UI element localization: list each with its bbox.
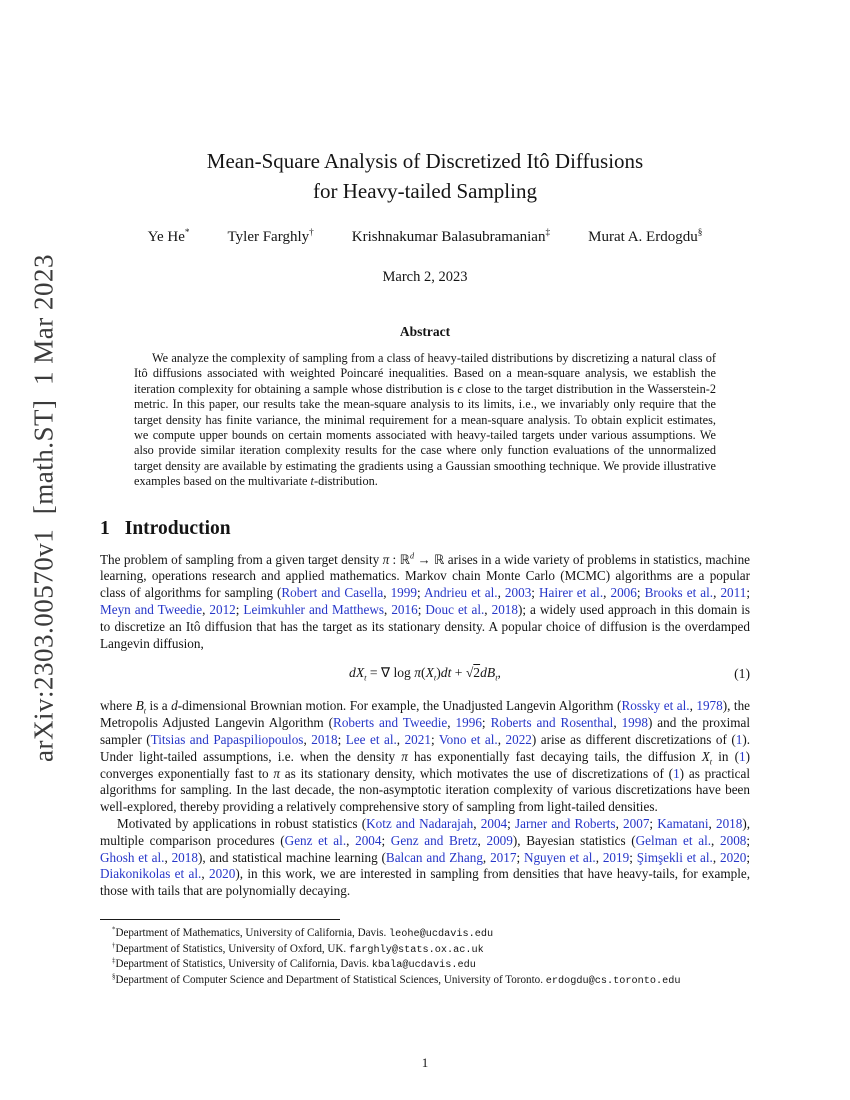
text-segment: We analyze the complexity of sampling from a class of heavy-tailed distributions by discretizing a natural class of Itô diffusions associated with weighted Poincaré inequalities. Based on a mean-square analysis, we establish the iteration complexity for obtaining a sample whose distribution is: [134, 351, 716, 396]
text-segment: §: [112, 973, 116, 981]
text-segment: -dimensional Brownian motion. For example, the Unadjusted Langevin Algorithm (: [177, 698, 622, 714]
author-3: [352, 229, 550, 246]
text-segment: -distribution.: [313, 474, 378, 489]
text-segment: π: [273, 765, 281, 781]
citation-link[interactable]: Rossky et al.: [621, 698, 690, 714]
text-segment: ;: [516, 849, 524, 865]
footnote-2: [100, 942, 750, 958]
citation-link[interactable]: 1978: [696, 698, 723, 714]
text-segment: ) as practical algorithms for sampling. In the last decade, the non-asymptotic iteration complexity of various discretizations have been well-explored, thereby providing a relatively comprehensive story of sampling from light-tailed densities.: [100, 765, 750, 815]
paper-content: [100, 0, 750, 900]
citation-link[interactable]: Roberts and Rosenthal: [490, 715, 614, 731]
citation-link[interactable]: Leimkuhler and Matthews: [243, 602, 385, 618]
text-segment: †: [112, 941, 116, 949]
body-paragraph-3: [100, 816, 750, 900]
text-segment: ), and statistical machine learning (: [197, 849, 386, 865]
text-segment: erdogdu@cs.toronto.edu: [545, 974, 681, 987]
footnote-1: [100, 926, 750, 942]
text-segment: Department of Statistics, University of Oxford, UK.: [115, 942, 349, 955]
text-segment: *: [112, 926, 116, 934]
text-segment: ,: [712, 849, 720, 865]
text-segment: ,: [711, 832, 720, 848]
text-segment: ;: [381, 832, 391, 848]
text-segment: ‡: [112, 957, 116, 965]
body-paragraph-1: [100, 552, 750, 653]
text-segment: ,: [473, 816, 481, 832]
citation-link[interactable]: 1: [673, 765, 680, 781]
text-segment: √: [465, 665, 474, 681]
equation-1: [100, 665, 750, 685]
text-segment: ) converges exponentially fast to: [100, 748, 750, 781]
footnote-3: [100, 957, 750, 973]
citation-link[interactable]: 2020: [208, 866, 236, 882]
text-segment: ;: [629, 849, 637, 865]
citation-link[interactable]: Diakonikolas et al.: [100, 866, 202, 882]
footnote-rule: [100, 919, 340, 920]
text-segment: d: [410, 551, 415, 561]
paper-date: March 2, 2023: [382, 269, 468, 285]
text-segment: ,: [497, 585, 505, 601]
citation-link[interactable]: Brooks et al.: [644, 585, 714, 601]
citation-link[interactable]: 2019: [602, 849, 630, 865]
text-segment: ): [436, 665, 441, 681]
text-segment: ), in this work, we are interested in sampling from densities that have heavy-tails, for example, those with tails that are polynomially decaying.: [100, 866, 751, 899]
section-number: 1: [100, 517, 110, 539]
text-segment: → ℝ arises in a wide variety of problems in statistics, machine learning, operations research and applied mathematics. Markov chain Monte Carlo (MCMC) algorithms are a popular class of algorithms for sampling (: [100, 551, 751, 601]
text-segment: ;: [416, 585, 424, 601]
text-segment: ). Under light-tailed assumptions, i.e. when the density: [100, 732, 751, 764]
text-segment: ,: [595, 849, 603, 865]
author-name: Murat A. Erdogdu: [588, 229, 698, 245]
text-segment: d: [171, 698, 178, 714]
text-segment: ,: [303, 732, 312, 748]
equation-number: (1): [734, 666, 750, 682]
text-segment: where: [100, 698, 136, 714]
text-segment: ) and the proximal sampler (: [100, 715, 751, 748]
author-footnote-marker: ‡: [545, 228, 551, 238]
text-segment: X: [701, 748, 710, 764]
footnote-block: [100, 919, 750, 988]
text-segment: ;: [417, 602, 426, 618]
text-segment: X: [425, 665, 434, 681]
text-segment: dB: [480, 665, 496, 681]
text-segment: t: [709, 757, 713, 767]
text-segment: leohe@ucdavis.edu: [389, 928, 494, 940]
text-segment: Motivated by applications in robust statistics (: [117, 816, 367, 832]
citation-link[interactable]: Titsias and Papaspiliopoulos: [150, 732, 304, 748]
citation-link[interactable]: 2007: [623, 816, 650, 832]
text-segment: ;: [507, 816, 515, 832]
citation-link[interactable]: 2021: [404, 732, 431, 748]
citation-link[interactable]: 1996: [455, 715, 482, 731]
text-segment: ;: [430, 732, 439, 748]
citation-link[interactable]: Vono et al.: [438, 732, 498, 748]
text-segment: 2: [473, 665, 481, 681]
text-segment: ), multiple comparison procedures (: [100, 816, 751, 848]
citation-link[interactable]: Meyn and Tweedie: [100, 602, 203, 618]
paper-title: [100, 146, 750, 206]
text-segment: kbala@ucdavis.edu: [371, 959, 476, 972]
text-segment: ;: [746, 585, 750, 601]
text-segment: ), Bayesian statistics (: [512, 832, 636, 848]
text-segment: ;: [235, 602, 244, 618]
text-segment: The problem of sampling from a given target density: [100, 551, 383, 567]
page-number: 1: [421, 1055, 429, 1070]
text-segment: t: [143, 707, 147, 717]
citation-link[interactable]: 1998: [621, 715, 648, 731]
text-segment: ,: [497, 732, 506, 748]
text-segment: : ℝ: [389, 551, 411, 567]
text-segment: ,: [164, 849, 172, 865]
text-segment: ) arise as different discretizations of (: [531, 732, 736, 748]
text-segment: is a: [146, 698, 172, 714]
citation-link[interactable]: 2004: [480, 816, 508, 832]
citation-link[interactable]: 2009: [486, 832, 513, 848]
text-segment: ,: [383, 585, 391, 601]
citation-link[interactable]: Gelman et al.: [635, 832, 712, 848]
text-segment: ,: [396, 732, 405, 748]
footnote-4: [100, 973, 750, 989]
citation-link[interactable]: Kotz and Nadarajah: [366, 816, 474, 832]
text-segment: ,: [201, 866, 209, 882]
citation-link[interactable]: 2016: [391, 602, 418, 618]
citation-link[interactable]: 2008: [720, 832, 747, 848]
text-segment: ;: [746, 832, 751, 848]
text-segment: ); a widely used approach in this domain is to discretize an Itô diffusion that has the target as its stationary density. A popular choice of diffusion is the overdamped Langevin diffusion,: [100, 602, 751, 651]
text-segment: Department of Mathematics, University of California, Davis.: [115, 927, 390, 939]
text-segment: t: [310, 474, 314, 489]
citation-link[interactable]: 2018: [715, 816, 743, 832]
citation-link[interactable]: 2011: [720, 585, 747, 601]
abstract-heading: Abstract: [399, 324, 451, 339]
text-segment: ,: [477, 832, 487, 848]
text-segment: t: [433, 673, 437, 684]
citation-link[interactable]: Balcan and Zhang: [385, 849, 483, 865]
citation-link[interactable]: Nguyen et al.: [523, 849, 596, 865]
body-paragraph-2: [100, 698, 750, 816]
citation-link[interactable]: 2018: [311, 732, 338, 748]
text-segment: π: [414, 665, 422, 681]
citation-link[interactable]: Şimşekli et al.: [636, 849, 713, 865]
citation-link[interactable]: Jarner and Roberts: [514, 816, 616, 832]
citation-link[interactable]: 1: [735, 732, 743, 748]
citation-link[interactable]: Robert and Casella: [281, 585, 384, 601]
text-segment: ,: [484, 602, 492, 618]
citation-link[interactable]: 2018: [491, 602, 518, 618]
text-segment: has exponentially fast decaying tails, the diffusion: [407, 748, 702, 764]
text-segment: ,: [613, 715, 622, 731]
text-segment: ,: [689, 698, 697, 714]
text-segment: ,: [615, 816, 624, 832]
text-segment: ϵ: [457, 381, 463, 396]
text-segment: Department of Statistics, University of California, Davis.: [115, 958, 372, 971]
citation-link[interactable]: 2003: [504, 585, 532, 601]
citation-link[interactable]: 2012: [209, 602, 236, 618]
text-segment: B: [135, 698, 144, 714]
text-segment: = ∇ log: [366, 665, 415, 681]
paper-title-line1: Mean-Square Analysis of Discretized Itô Diffusions: [206, 149, 644, 173]
section-title: Introduction: [124, 517, 231, 539]
text-segment: ;: [531, 585, 540, 601]
text-segment: in (: [712, 748, 739, 764]
abstract-text: [134, 351, 716, 490]
citation-link[interactable]: Kamatani: [657, 816, 709, 832]
text-segment: ,: [384, 602, 392, 618]
text-segment: ;: [481, 715, 491, 731]
author-footnote-marker: †: [309, 228, 314, 238]
citation-link[interactable]: 2018: [171, 849, 198, 865]
text-segment: ), the Metropolis Adjusted Langevin Algorithm (: [100, 698, 751, 731]
text-segment: (: [421, 665, 426, 681]
text-segment: ;: [649, 816, 658, 832]
author-name: Tyler Farghly: [227, 229, 310, 245]
text-segment: ;: [746, 849, 751, 865]
text-segment: +: [451, 665, 466, 681]
text-segment: ,: [708, 816, 716, 832]
text-segment: t: [495, 673, 498, 684]
text-segment: ,: [603, 585, 611, 601]
author-footnote-marker: §: [697, 228, 703, 238]
citation-link[interactable]: 2006: [610, 585, 637, 601]
arxiv-sidebar-label: arXiv:2303.00570v1 [math.ST] 1 Mar 2023: [28, 254, 59, 762]
citation-link[interactable]: 2017: [490, 849, 517, 865]
author-name: Krishnakumar Balasubramanian: [351, 229, 546, 245]
text-segment: t: [364, 673, 367, 684]
text-segment: π: [401, 748, 408, 764]
text-segment: ,: [447, 715, 456, 731]
text-segment: ,: [346, 832, 356, 848]
text-segment: dt: [440, 665, 452, 681]
citation-link[interactable]: 1999: [390, 585, 417, 601]
citation-link[interactable]: Genz et al.: [284, 832, 347, 848]
text-segment: as its stationary density, which motivates the use of discretizations of (: [280, 765, 674, 781]
author-name: Ye He: [147, 229, 185, 245]
author-4: [588, 229, 702, 246]
citation-link[interactable]: 2022: [505, 732, 532, 748]
text-segment: π: [382, 551, 390, 567]
author-2: [228, 229, 314, 246]
text-segment: Department of Computer Science and Department of Statistical Sciences, University of Toronto.: [115, 973, 546, 986]
text-segment: ,: [713, 585, 721, 601]
citation-link[interactable]: 2004: [355, 832, 382, 848]
author-footnote-marker: *: [184, 228, 190, 238]
citation-link[interactable]: Douc et al.: [425, 602, 485, 618]
citation-link[interactable]: Lee et al.: [345, 732, 397, 748]
text-segment: ;: [337, 732, 346, 748]
text-segment: close to the target distribution in the Wasserstein-2 metric. In this paper, our results take the mean-square analysis to its limits, i.e., we invariably only require that the target density has finite variance, the minimal requirement for a mean-square analysis. To obtain explicit estimates, we compute upper bounds on certain moments associated with heavy-tailed targets under various assumptions. We also provide similar iteration complexity results for the case where only function evaluations of the unnormalized target density are available by estimating the gradients using a Gaussian smoothing technique. We provide illustrative examples based on the multivariate: [134, 381, 716, 489]
citation-link[interactable]: Roberts and Tweedie: [333, 715, 448, 731]
text-segment: dX: [349, 665, 365, 681]
text-segment: ,: [202, 602, 210, 618]
paper-title-line2: for Heavy-tailed Sampling: [313, 179, 537, 203]
text-segment: farghly@stats.ox.ac.uk: [348, 943, 484, 956]
text-segment: ;: [636, 585, 645, 601]
author-list: [100, 229, 750, 246]
citation-link[interactable]: 1: [739, 748, 746, 764]
citation-link[interactable]: Hairer et al.: [539, 585, 604, 601]
citation-link[interactable]: 2020: [720, 849, 747, 865]
text-segment: ,: [482, 849, 491, 865]
section-heading-introduction: [100, 518, 750, 540]
citation-link[interactable]: Andrieu et al.: [423, 585, 498, 601]
citation-link[interactable]: Ghosh et al.: [100, 849, 165, 865]
text-segment: ,: [497, 665, 501, 681]
equation-body: [349, 665, 501, 684]
citation-link[interactable]: Genz and Bretz: [390, 832, 478, 848]
author-1: [148, 229, 190, 246]
